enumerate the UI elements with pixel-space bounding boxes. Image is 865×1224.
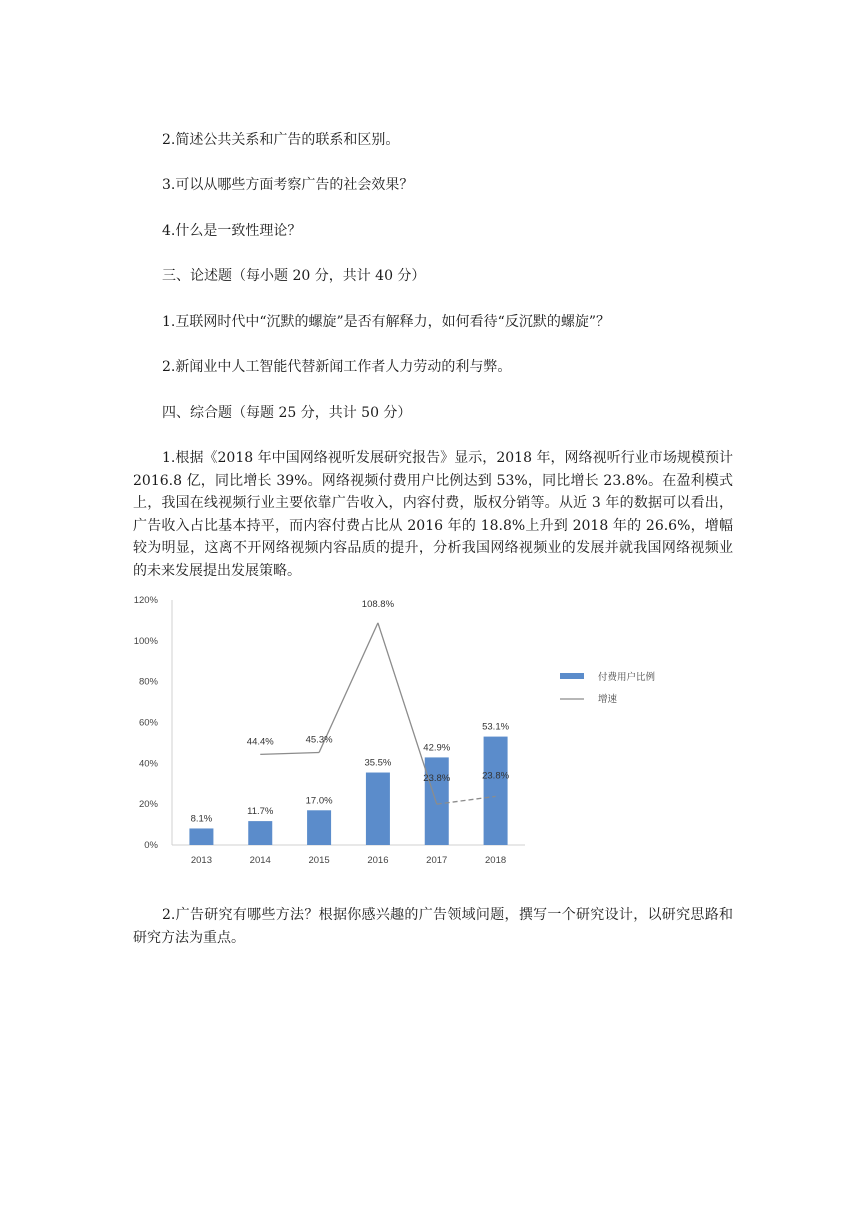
bar-data-label: 53.1% xyxy=(482,721,510,733)
bar-data-label: 8.1% xyxy=(190,813,213,825)
essay-question-2: 2.新闻业中人工智能代替新闻工作者人力劳动的利与弊。 xyxy=(162,359,512,375)
y-tick-label: 0% xyxy=(144,840,158,851)
short-answer-question-3: 3.可以从哪些方面考察广告的社会效果？ xyxy=(162,177,414,193)
y-tick-label: 120% xyxy=(133,595,158,606)
x-tick-label: 2013 xyxy=(190,855,212,866)
bar xyxy=(425,757,449,845)
section-heading-comprehensive: 四、综合题（每题 25 分，共计 50 分） xyxy=(162,405,412,421)
line-data-label: 23.8% xyxy=(482,770,510,782)
comprehensive-question-2: 2.广告研究有哪些方法？根据你感兴趣的广告领域问题，撰写一个研究设计，以研究思路和研究方法为重点。 xyxy=(133,907,733,946)
bar xyxy=(248,821,272,845)
bar xyxy=(484,737,508,845)
growth-line-segment xyxy=(260,753,319,755)
section-heading-essay: 三、论述题（每小题 20 分，共计 40 分） xyxy=(162,268,426,284)
bar-data-label: 11.7% xyxy=(247,806,274,818)
paid-user-chart xyxy=(125,588,725,873)
legend-label-line: 增速 xyxy=(598,694,618,705)
bar xyxy=(307,810,331,845)
y-tick-label: 60% xyxy=(138,717,158,729)
line-data-label: 108.8% xyxy=(361,598,395,610)
y-tick-label: 20% xyxy=(138,799,158,811)
y-tick-label: 40% xyxy=(138,758,158,770)
x-tick-label: 2016 xyxy=(367,855,389,866)
growth-line-segment xyxy=(319,623,378,753)
line-data-label: 23.8% xyxy=(423,773,451,785)
short-answer-question-4: 4.什么是一致性理论？ xyxy=(162,223,302,239)
line-data-label: 44.4% xyxy=(246,736,274,748)
bar xyxy=(366,773,390,845)
x-tick-label: 2014 xyxy=(249,855,271,866)
essay-question-1: 1.互联网时代中“沉默的螺旋”是否有解释力，如何看待“反沉默的螺旋”？ xyxy=(162,314,610,330)
legend-label-bar: 付费用户比例 xyxy=(598,672,656,683)
bar-data-label: 35.5% xyxy=(364,757,392,769)
y-tick-label: 80% xyxy=(138,676,158,688)
x-tick-label: 2017 xyxy=(426,855,448,866)
x-tick-label: 2015 xyxy=(308,855,330,866)
comprehensive-question-1: 1.根据《2018 年中国网络视听发展研究报告》显示，2018 年，网络视听行业市场规模预计 2016.8 亿，同比增长 39%。网络视频付费用户比例达到 53%，同比增长 23.8%。在盈利模式上，我国在线视频行业主要依靠广告收入，内容付费，版权分销等。从近 3 年的数据可以看出，广告收入占比基本持平，而内容付费占比从 2016 年的 18.8%上升到 2018 年的 26.6%，增幅较为明显，这离不开网络视频内容品质的提升，分析我国网络视频业的发展并就我国网络视频业的未来发展提出发展策略。 xyxy=(133,450,733,579)
bar xyxy=(189,828,213,845)
line-data-label: 45.3% xyxy=(305,734,333,746)
bar-data-label: 17.0% xyxy=(305,795,333,807)
y-tick-label: 100% xyxy=(133,635,158,647)
bar-data-label: 42.9% xyxy=(423,742,451,754)
short-answer-question-2: 2.简述公共关系和广告的联系和区别。 xyxy=(162,132,400,148)
chart-svg xyxy=(125,588,725,873)
legend-swatch-bar xyxy=(560,673,584,679)
x-tick-label: 2018 xyxy=(485,855,507,866)
